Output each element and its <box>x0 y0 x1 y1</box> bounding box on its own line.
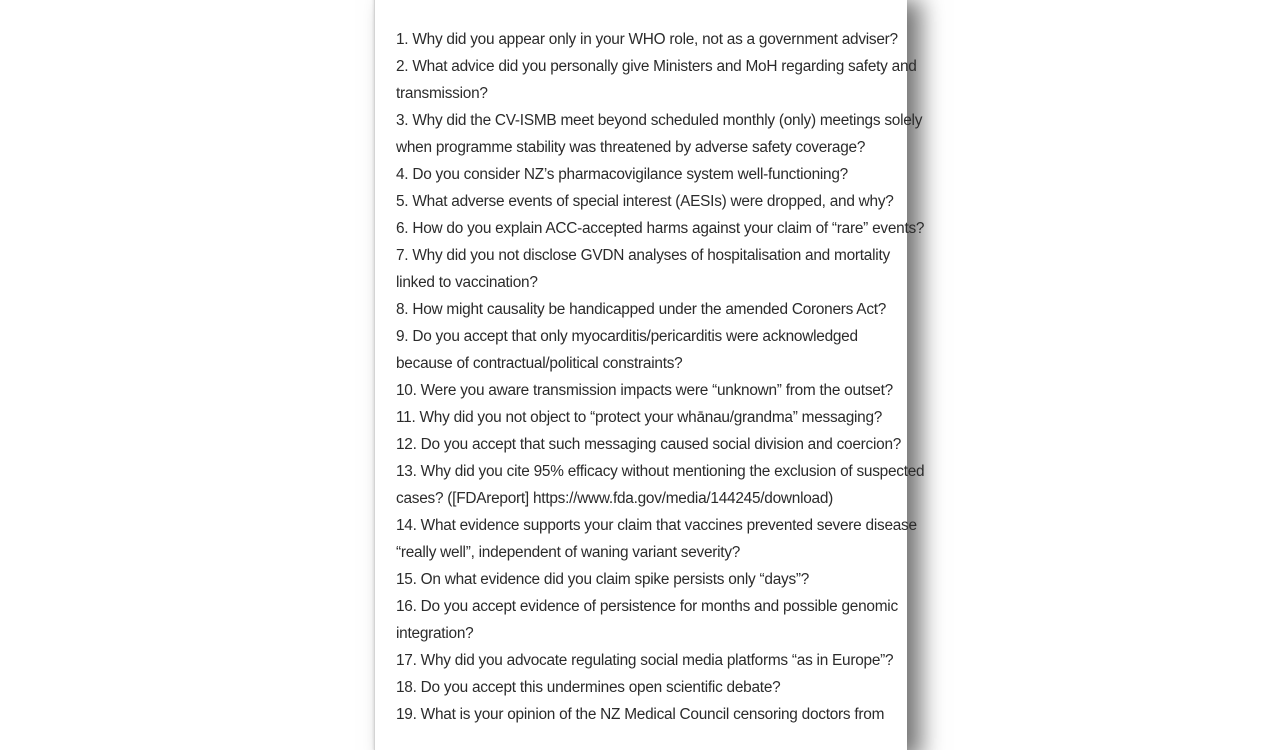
question-line: when programme stability was threatened by adverse safety coverage? <box>396 139 866 156</box>
question-item <box>396 242 892 296</box>
question-line: 9. Do you accept that only myocarditis/pericarditis were acknowledged <box>396 328 858 345</box>
question-line: cases? ([FDAreport] https://www.fda.gov/media/144245/download) <box>396 490 834 507</box>
question-item <box>396 593 898 647</box>
question-line: 16. Do you accept evidence of persistence for months and possible genomic <box>396 598 898 615</box>
document-page <box>374 0 925 750</box>
question-item <box>396 26 898 53</box>
question-line: 14. What evidence supports your claim that vaccines prevented severe disease <box>396 517 917 534</box>
question-item <box>396 188 892 215</box>
question-line: 11. Why did you not object to “protect your whānau/grandma” messaging? <box>396 409 883 426</box>
question-line: 19. What is your opinion of the NZ Medical Council censoring doctors from <box>396 706 885 723</box>
question-line: transmission? <box>396 85 488 102</box>
question-item <box>396 215 925 242</box>
question-item <box>396 701 892 728</box>
question-line: 3. Why did the CV-ISMB meet beyond scheduled monthly (only) meetings solely <box>396 112 923 129</box>
question-line: integration? <box>396 625 474 642</box>
question-item <box>396 53 917 107</box>
question-item <box>396 323 892 377</box>
question-line: 6. How do you explain ACC-accepted harms against your claim of “rare” events? <box>396 220 925 237</box>
question-line: 4. Do you consider NZ’s pharmacovigilance system well-functioning? <box>396 166 848 183</box>
question-line: 10. Were you aware transmission impacts were “unknown” from the outset? <box>396 382 893 399</box>
question-item <box>396 566 892 593</box>
question-item <box>396 431 902 458</box>
question-line: linked to vaccination? <box>396 274 538 291</box>
question-line: 15. On what evidence did you claim spike persists only “days”? <box>396 571 810 588</box>
question-line: 1. Why did you appear only in your WHO role, not as a government adviser? <box>396 31 898 48</box>
question-item <box>396 296 892 323</box>
question-line: 8. How might causality be handicapped under the amended Coroners Act? <box>396 301 887 318</box>
question-list <box>396 26 925 728</box>
question-line: 7. Why did you not disclose GVDN analyses of hospitalisation and mortality <box>396 247 890 264</box>
question-item <box>396 161 892 188</box>
question-line: because of contractual/political constraints? <box>396 355 683 372</box>
question-item <box>396 377 892 404</box>
question-line: 18. Do you accept this undermines open scientific debate? <box>396 679 781 696</box>
question-item <box>396 512 917 566</box>
question-line: 12. Do you accept that such messaging caused social division and coercion? <box>396 436 902 453</box>
question-item <box>396 647 892 674</box>
question-item <box>396 107 923 161</box>
question-line: 17. Why did you advocate regulating social media platforms “as in Europe”? <box>396 652 894 669</box>
question-line: 5. What adverse events of special interest (AESIs) were dropped, and why? <box>396 193 894 210</box>
question-item <box>396 404 892 431</box>
question-item <box>396 674 892 701</box>
question-line: “really well”, independent of waning variant severity? <box>396 544 741 561</box>
question-item <box>396 458 925 512</box>
question-line: 13. Why did you cite 95% efficacy without mentioning the exclusion of suspected <box>396 463 925 480</box>
question-line: 2. What advice did you personally give Ministers and MoH regarding safety and <box>396 58 917 75</box>
